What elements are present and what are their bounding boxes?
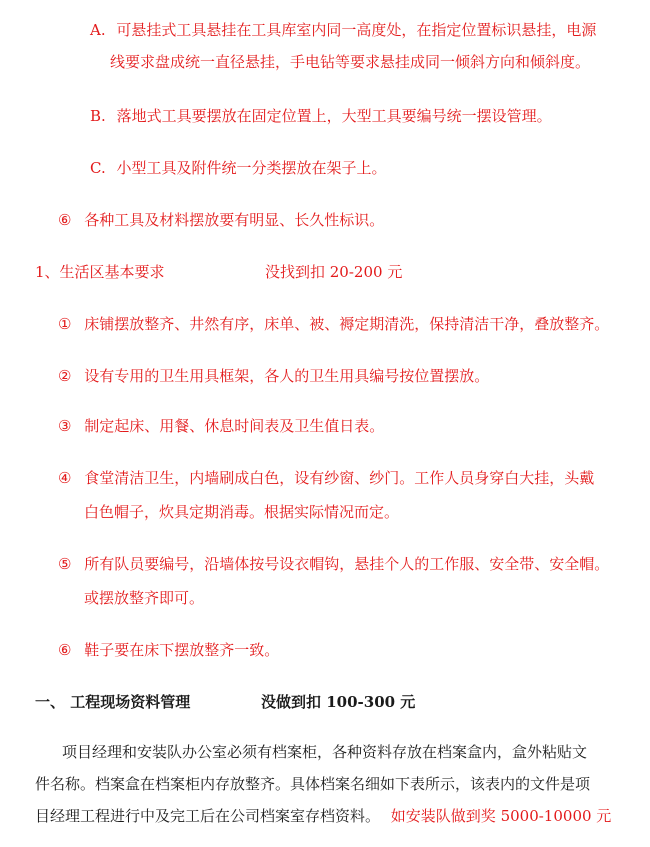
item-b (90, 106, 552, 126)
living-item-6-label: ⑥ (58, 641, 72, 659)
item-a-line2: 线要求盘成统一直径悬挂，手电钻等要求悬挂成同一倾斜方向和倾斜度。 (110, 53, 591, 71)
records-para-text3: 目经理工程进行中及完工后在公司档案室存档资料。 (35, 807, 381, 825)
item-c-text: 小型工具及附件统一分类摆放在架子上。 (116, 159, 387, 177)
living-item-4-line1 (58, 468, 594, 488)
records-penalty: 没做到扣 100-300 元 (261, 693, 416, 711)
item-b-text: 落地式工具要摆放在固定位置上，大型工具要编号统一摆设管理。 (116, 107, 552, 125)
tools-item-6-label: ⑥ (58, 211, 72, 229)
item-c-label: C. (90, 159, 106, 177)
tools-item-6 (58, 210, 384, 230)
records-para-line2: 件名称。档案盒在档案柜内存放整齐。具体档案名细如下表所示，该表内的文件是项 (35, 775, 591, 793)
living-item-2-label: ② (58, 367, 72, 385)
living-item-4-label: ④ (58, 469, 72, 487)
living-item-3-label: ③ (58, 417, 72, 435)
records-heading-row (35, 692, 416, 712)
living-item-5-line2: 或摆放整齐即可。 (84, 589, 205, 607)
living-item-2-text: 设有专用的卫生用具框架，各人的卫生用具编号按位置摆放。 (84, 367, 490, 385)
living-item-5-line1 (58, 554, 609, 574)
living-item-6-text: 鞋子要在床下摆放整齐一致。 (84, 641, 280, 659)
records-para-line3 (35, 806, 611, 826)
item-c (90, 158, 387, 178)
living-item-1 (58, 314, 609, 334)
living-heading: 1、生活区基本要求 (35, 263, 165, 281)
living-item-3-text: 制定起床、用餐、休息时间表及卫生值日表。 (84, 417, 385, 435)
living-item-5-text1: 所有队员要编号，沿墙体按号设衣帽钩，悬挂个人的工作服、安全带、安全帽。 (84, 555, 610, 573)
tools-item-6-text: 各种工具及材料摆放要有明显、长久性标识。 (84, 211, 385, 229)
living-item-4-text1: 食堂清洁卫生，内墙刷成白色，设有纱窗、纱门。工作人员身穿白大挂，头戴 (84, 469, 595, 487)
item-a-label: A. (90, 21, 106, 39)
item-a-text1: 可悬挂式工具悬挂在工具库室内同一高度处，在指定位置标识悬挂，电源 (116, 21, 597, 39)
records-heading: 一、 工程现场资料管理 (35, 693, 191, 711)
living-penalty: 没找到扣 20-200 元 (265, 263, 403, 281)
living-item-5-label: ⑤ (58, 555, 72, 573)
living-item-3 (58, 416, 384, 436)
records-para-line1: 项目经理和安装队办公室必须有档案柜，各种资料存放在档案盒内，盒外粘贴文 (62, 743, 588, 761)
living-heading-row (35, 262, 403, 282)
item-b-label: B. (90, 107, 106, 125)
item-a-line1 (90, 20, 596, 40)
living-item-4-line2: 白色帽子，炊具定期消毒。根据实际情况而定。 (84, 503, 400, 521)
living-item-6 (58, 640, 279, 660)
living-item-2 (58, 366, 489, 386)
living-item-1-text: 床铺摆放整齐、井然有序，床单、被、褥定期清洗，保持清洁干净，叠放整齐。 (84, 315, 610, 333)
records-reward: 如安装队做到奖 5000-10000 元 (390, 807, 612, 825)
living-item-1-label: ① (58, 315, 72, 333)
